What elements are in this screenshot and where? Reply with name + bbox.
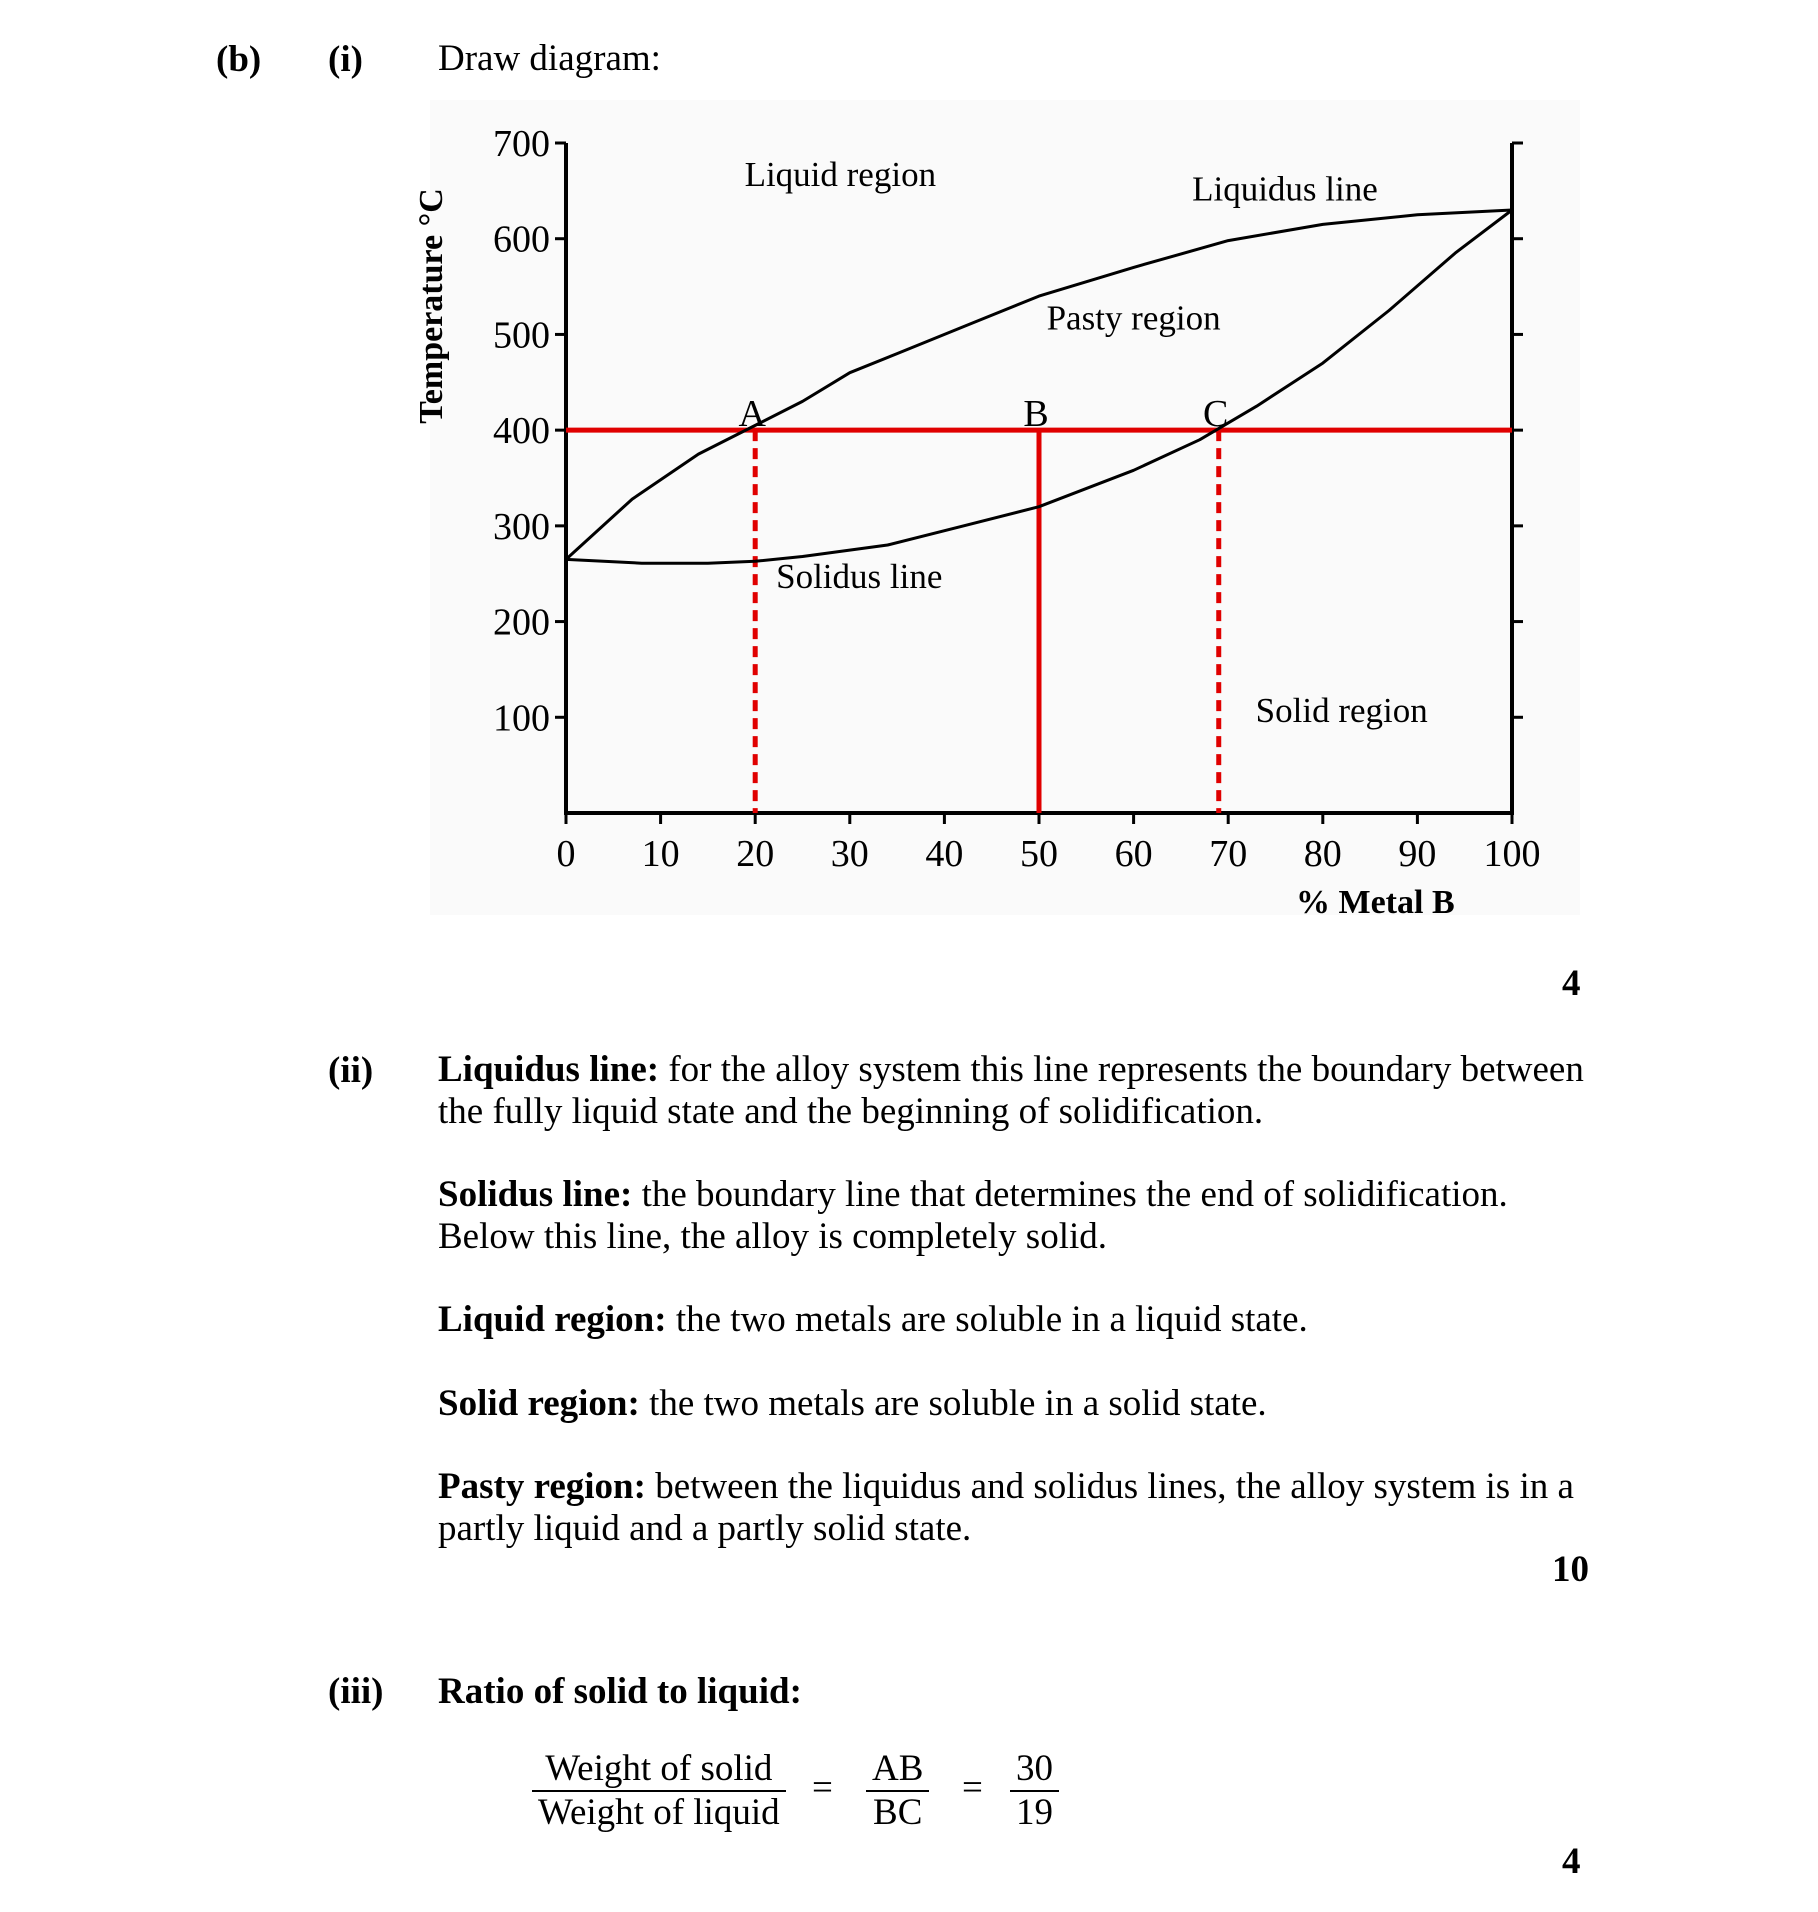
definition-term: Pasty region: [438, 1466, 646, 1507]
definition-liquidus [438, 1049, 1588, 1133]
chart-annotation: Pasty region [1046, 298, 1221, 338]
definition-term: Liquid region: [438, 1299, 667, 1340]
x-axis-title: % Metal B [1296, 884, 1455, 921]
y-tick-label: 400 [493, 410, 550, 453]
fraction-numerator: 30 [1010, 1748, 1059, 1792]
x-tick-label: 10 [641, 833, 680, 875]
definition-solidus [438, 1174, 1588, 1258]
x-tick-label: 90 [1398, 833, 1437, 875]
sub-iii-label: (iii) [328, 1671, 384, 1712]
chart-background [430, 100, 1580, 915]
fraction-denominator: 19 [1016, 1792, 1053, 1833]
definition-text: the two metals are soluble in a liquid state. [666, 1299, 1308, 1340]
definition-term: Liquidus line: [438, 1049, 660, 1090]
sub-i-marks: 4 [1562, 963, 1581, 1004]
point-label: B [1023, 393, 1049, 436]
x-tick-label: 0 [556, 833, 576, 875]
fraction-segments [866, 1748, 929, 1834]
point-label: A [738, 393, 766, 436]
y-axis-title: Temperature °C [413, 188, 450, 424]
x-tick-label: 50 [1020, 833, 1058, 875]
sub-i-label: (i) [328, 39, 363, 80]
definition-pasty-region [438, 1466, 1588, 1550]
equals-sign: = [812, 1767, 833, 1808]
sub-ii-label: (ii) [328, 1050, 374, 1091]
sub-ii-marks: 10 [1552, 1549, 1589, 1590]
point-label: C [1203, 393, 1229, 436]
y-tick-label: 100 [493, 697, 550, 740]
fraction-numerator: Weight of solid [532, 1748, 786, 1792]
x-tick-label: 60 [1114, 833, 1153, 875]
x-tick-label: 20 [736, 833, 775, 875]
x-tick-label: 70 [1209, 833, 1248, 875]
y-tick-label: 200 [493, 601, 550, 644]
sub-iii-marks: 4 [1562, 1841, 1581, 1882]
definition-text: for the alloy system this line represents the boundary between the fully liquid state and the beginning of solidification. [438, 1049, 1584, 1132]
definition-text: the two metals are soluble in a solid state. [639, 1383, 1267, 1424]
equals-sign: = [962, 1767, 983, 1808]
fraction-numerator: AB [866, 1748, 929, 1792]
y-tick-label: 500 [493, 314, 550, 357]
definition-term: Solidus line: [438, 1174, 633, 1215]
chart-annotation: Solid region [1255, 691, 1428, 731]
y-tick-label: 300 [493, 505, 550, 548]
sub-iii-title: Ratio of solid to liquid: [438, 1671, 802, 1712]
y-tick-label: 600 [493, 218, 550, 261]
chart-annotation: Liquid region [744, 155, 937, 195]
y-tick-label: 700 [493, 123, 550, 165]
fraction-weight [532, 1748, 786, 1834]
x-tick-label: 100 [1483, 833, 1541, 875]
x-tick-label: 30 [830, 833, 869, 875]
definition-solid-region [438, 1383, 1588, 1425]
x-tick-label: 40 [925, 833, 964, 875]
definition-term: Solid region: [438, 1383, 640, 1424]
fraction-denominator: Weight of liquid [538, 1792, 780, 1833]
chart-annotation: Solidus line [776, 557, 943, 597]
chart-annotation: Liquidus line [1192, 169, 1378, 209]
fraction-denominator: BC [873, 1792, 923, 1833]
definition-text: between the liquidus and solidus lines, the alloy system is in a partly liquid and a partly solid state. [438, 1466, 1574, 1549]
part-label: (b) [216, 39, 262, 80]
fraction-values [1010, 1748, 1059, 1834]
x-tick-label: 80 [1303, 833, 1342, 875]
definition-text: the boundary line that determines the end of solidification. Below this line, the alloy is completely solid. [438, 1174, 1508, 1257]
sub-i-title: Draw diagram: [438, 38, 661, 79]
definition-liquid-region [438, 1299, 1588, 1341]
